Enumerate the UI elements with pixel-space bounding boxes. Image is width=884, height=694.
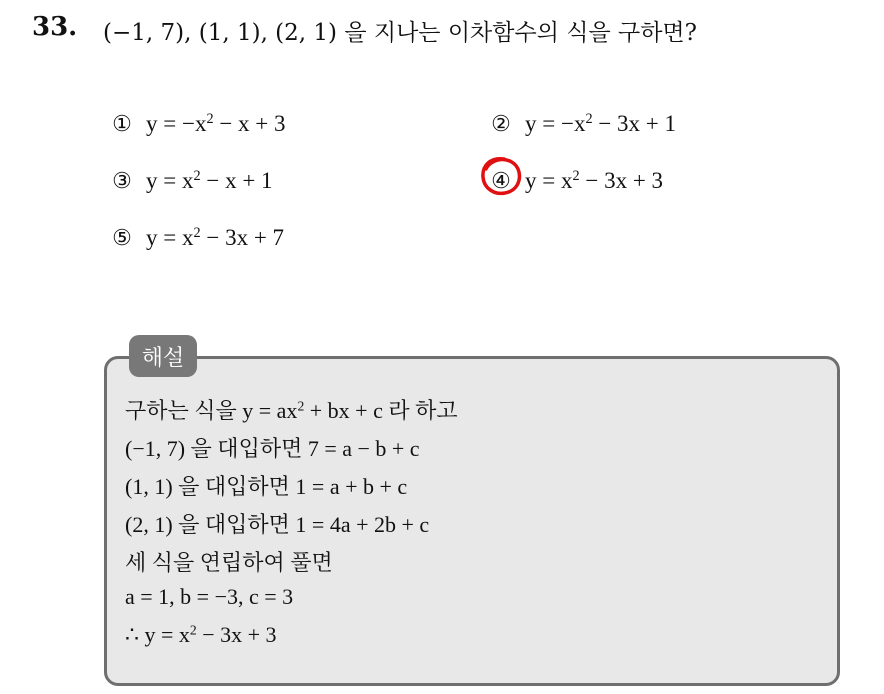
choice-5-formula: $y = x^2 - 3x + 7$ bbox=[146, 225, 285, 250]
choice-3[interactable] bbox=[108, 168, 273, 194]
choice-1[interactable] bbox=[108, 111, 286, 137]
solution-line-7: ∴ $y = x^2 - 3x + 3$ bbox=[125, 622, 277, 647]
choice-4[interactable] bbox=[487, 168, 663, 194]
solution-line-2: (−1, 7) 을 대입하면 7 = a − b + c bbox=[125, 436, 420, 461]
solution-line-5: 세 식을 연립하여 풀면 bbox=[125, 550, 333, 575]
question-number: 33. bbox=[32, 12, 78, 42]
solution-line-1: 구하는 식을 $y = ax^2$ + bx + c 라 하고 bbox=[125, 398, 458, 423]
choice-1-number: ① bbox=[112, 111, 132, 137]
solution-line-6: a = 1, b = −3, c = 3 bbox=[125, 584, 294, 609]
choice-1-formula: $y = -x^2 - x + 3$ bbox=[146, 111, 286, 136]
choice-5[interactable] bbox=[108, 225, 284, 251]
solution-line-4: (2, 1) 을 대입하면 1 = 4a + 2b + c bbox=[125, 512, 430, 537]
choice-3-number: ③ bbox=[112, 168, 132, 194]
solution-line-3: (1, 1) 을 대입하면 1 = a + b + c bbox=[125, 474, 408, 499]
choice-2-formula: $y = -x^2 - 3x + 1$ bbox=[525, 111, 677, 136]
solution-tab: 해설 bbox=[129, 335, 197, 377]
choice-2[interactable] bbox=[487, 111, 676, 137]
question-text: (−1, 7), (1, 1), (2, 1) 을 지나는 이차함수의 식을 구하면? bbox=[103, 20, 697, 46]
choice-4-number: ④ bbox=[491, 168, 511, 194]
choice-5-number: ⑤ bbox=[112, 225, 132, 251]
choice-4-formula: $y = x^2 - 3x + 3$ bbox=[525, 168, 664, 193]
choice-3-formula: $y = x^2 - x + 1$ bbox=[146, 168, 273, 193]
choice-2-number: ② bbox=[491, 111, 511, 137]
